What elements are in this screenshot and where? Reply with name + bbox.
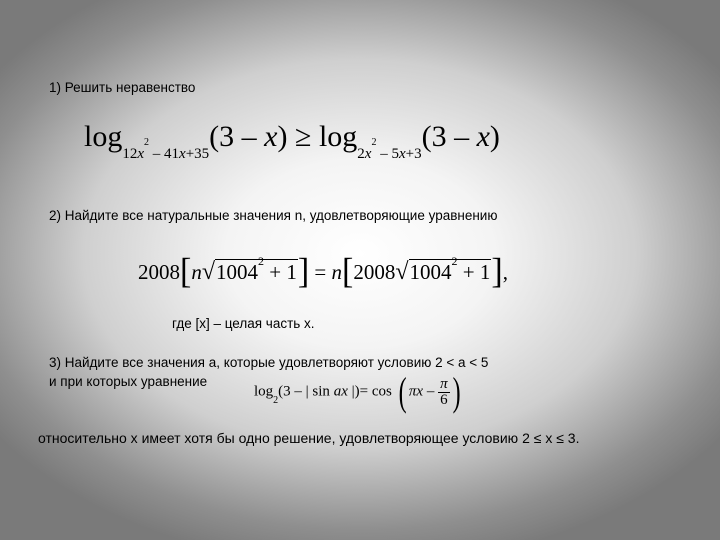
task2-label: 2) Найдите все натуральные значения n, удовлетворяющие уравнению <box>49 208 498 223</box>
task3-line2: и при которых уравнение <box>49 374 208 389</box>
inequality-formula: $\log_{12x^2 - 41x+35}(3 - x) \ge \log_{2x^2 - 5x+3}(3 - x)$ <box>84 120 500 162</box>
task1-label: 1) Решить неравенство <box>49 80 196 95</box>
log-cos-equation-formula: $\log_2(3$ – | sin ax |)= cos ( πx – $\frac{\pi}{6}$ ) <box>254 369 461 414</box>
task2-note: где [x] – целая часть x. <box>172 316 315 331</box>
floor-equation-formula: $2008[n√1004^2 + 1] = n[2008√1004^2 + 1]$, <box>138 252 508 291</box>
task3-line1: 3) Найдите все значения а, которые удовлетворяют условию 2 < а < 5 <box>49 355 489 370</box>
task3-line3: относительно x имеет хотя бы одно решение, удовлетворяющее условию 2 ≤ x ≤ 3. <box>38 430 580 446</box>
